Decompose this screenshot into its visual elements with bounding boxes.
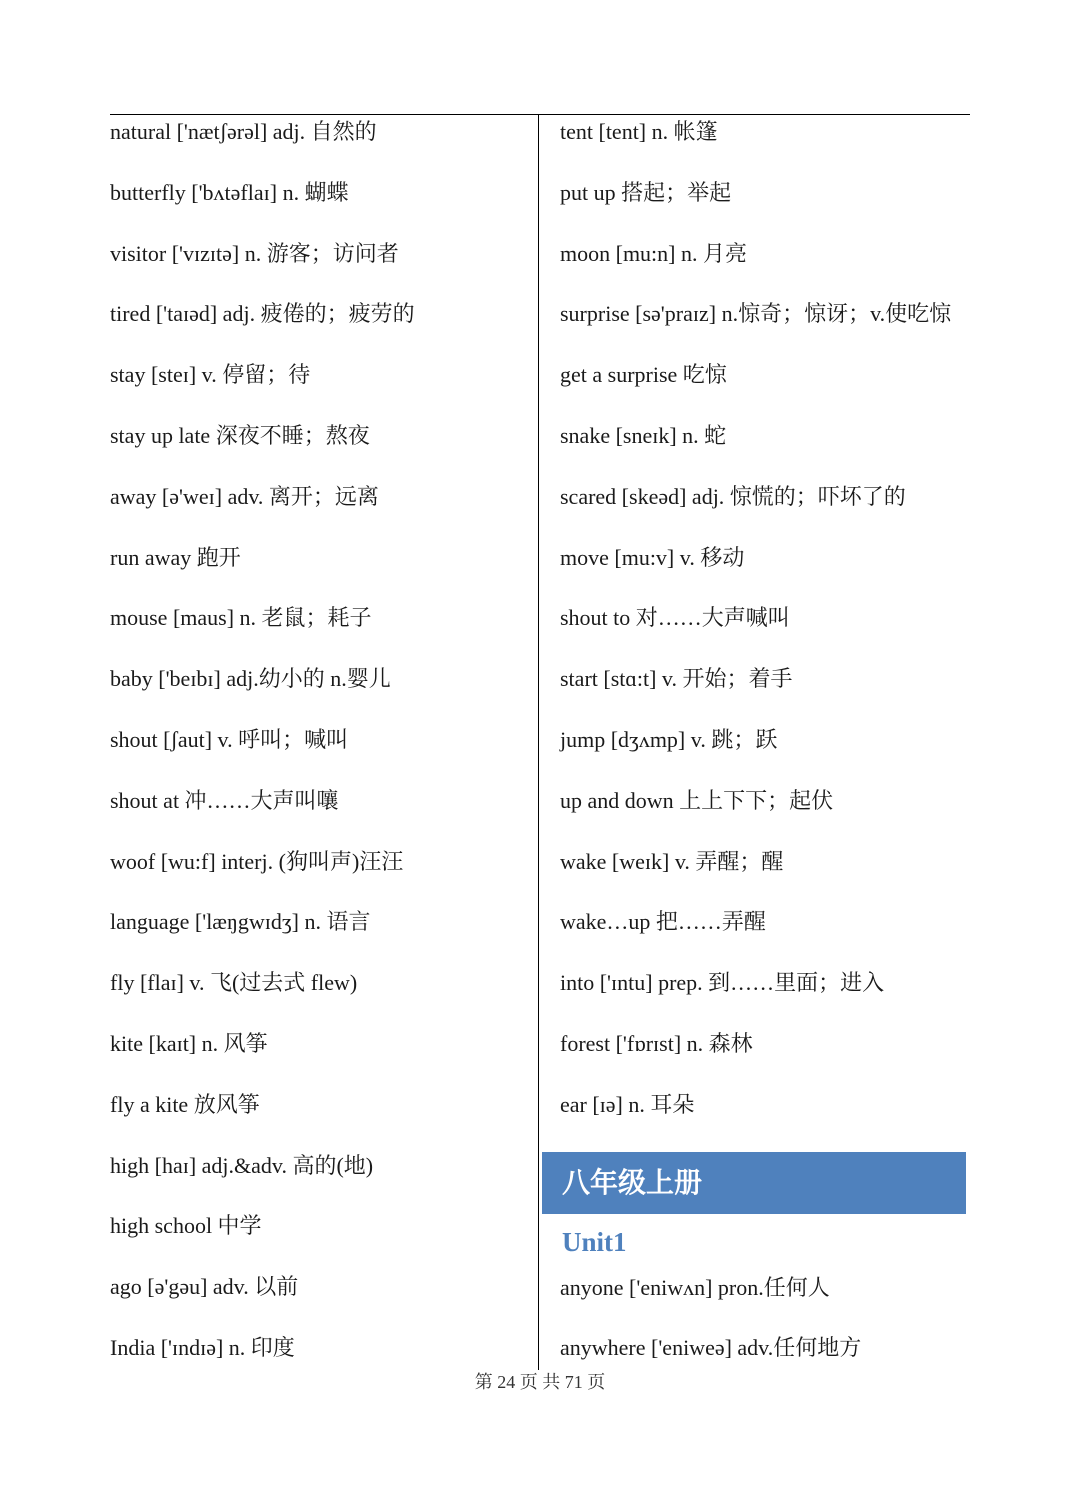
- vocab-entry: stay up late 深夜不睡；熬夜: [110, 423, 370, 448]
- vocab-entry: start [stɑ:t] v. 开始；着手: [560, 666, 793, 692]
- vocab-entry: kite [kaɪt] n. 风筝: [110, 1031, 268, 1056]
- vocab-entry: fly [flaɪ] v. 飞(过去式 flew): [110, 970, 358, 996]
- vocab-entry: move [mu:v] v. 移动: [560, 544, 745, 570]
- vocab-entry: stay [steɪ] v. 停留；待: [110, 362, 311, 388]
- vocab-entry: mouse [maus] n. 老鼠；耗子: [110, 605, 372, 631]
- vocab-entry: wake [weɪk] v. 弄醒；醒: [560, 848, 784, 874]
- vocab-entry: run away 跑开: [110, 544, 241, 570]
- unit-title: Unit1: [562, 1227, 627, 1257]
- page-footer: 第 24 页 共 71 页: [474, 1372, 606, 1392]
- vocab-entry: ear [ɪə] n. 耳朵: [560, 1091, 695, 1117]
- vocab-entry: moon [mu:n] n. 月亮: [560, 240, 747, 266]
- column-divider: [538, 114, 539, 1370]
- vocab-entry: forest ['fɒrɪst] n. 森林: [560, 1031, 753, 1056]
- vocab-entry: butterfly ['bʌtəflaɪ] n. 蝴蝶: [110, 179, 349, 205]
- vocab-entry: shout [ʃaut] v. 呼叫；喊叫: [110, 727, 349, 752]
- vocab-entry: tent [tent] n. 帐篷: [560, 119, 718, 144]
- vocab-entry: scared [skeəd] adj. 惊慌的；吓坏了的: [560, 483, 906, 509]
- vocab-entry: ago [ə'gəu] adv. 以前: [110, 1274, 299, 1300]
- section-heading: 八年级上册: [562, 1166, 703, 1199]
- vocab-entry: baby ['beɪbɪ] adj.幼小的 n.婴儿: [110, 666, 391, 692]
- vocab-entry: snake [sneɪk] n. 蛇: [560, 423, 727, 448]
- vocab-entry: put up 搭起；举起: [560, 179, 732, 205]
- vocab-entry: into ['ɪntu] prep. 到……里面；进入: [560, 970, 885, 996]
- vocab-entry: high [haɪ] adj.&adv. 高的(地): [110, 1152, 374, 1178]
- vocab-entry: wake…up 把……弄醒: [560, 909, 766, 935]
- vocab-entry: shout at 冲……大声叫嚷: [110, 787, 339, 813]
- vocab-entry: surprise [sə'praɪz] n.惊奇；惊讶；v.使吃惊: [560, 301, 952, 327]
- vocab-entry: jump [dʒʌmp] v. 跳；跃: [560, 727, 778, 752]
- vocab-entry: shout to 对……大声喊叫: [560, 605, 790, 631]
- vocab-entry: woof [wu:f] interj. (狗叫声)汪汪: [110, 848, 404, 874]
- vocab-entry: away [ə'weɪ] adv. 离开；远离: [110, 483, 379, 509]
- vocab-entry: tired ['taɪəd] adj. 疲倦的；疲劳的: [110, 301, 415, 327]
- vocab-entry: natural ['nætʃərəl] adj. 自然的: [110, 119, 377, 144]
- vocab-entry: get a surprise 吃惊: [560, 362, 727, 388]
- section-heading-bar: [542, 1152, 966, 1214]
- vocab-entry: visitor ['vɪzɪtə] n. 游客；访问者: [110, 240, 399, 266]
- vocab-entry: India ['ɪndɪə] n. 印度: [110, 1335, 295, 1360]
- vocab-entry: up and down 上上下下；起伏: [560, 787, 834, 813]
- vocab-entry: anyone ['eniwʌn] pron.任何人: [560, 1275, 830, 1300]
- vocab-entry: anywhere ['eniweə] adv.任何地方: [560, 1335, 862, 1360]
- vocab-entry: high school 中学: [110, 1213, 262, 1239]
- vocab-entry: language ['læŋgwɪdʒ] n. 语言: [110, 909, 371, 935]
- vocab-entry: fly a kite 放风筝: [110, 1091, 260, 1117]
